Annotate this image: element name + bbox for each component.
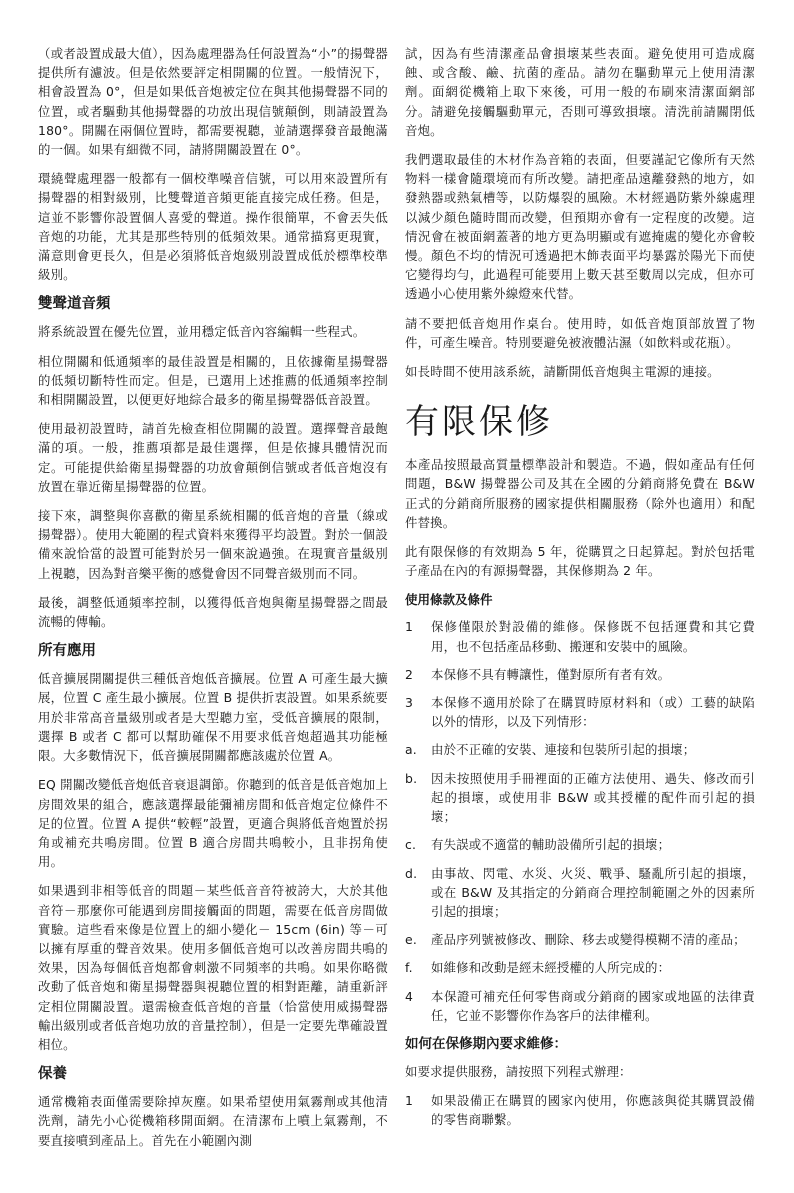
item-marker: f. bbox=[405, 960, 413, 976]
paragraph: 將系統設置在優先位置，並用穩定低音內容編輯一些程式。 bbox=[38, 324, 366, 340]
list-item bbox=[405, 864, 755, 922]
paragraph: 請不要把低音炮用作桌台。使用時，如低音炮頂部放置了物件，可產生噪音。特別要避免被液體沾濕（如飲料或花瓶）。 bbox=[405, 315, 755, 350]
paragraph: 低音擴展開關提供三種低音炮低音擴展。位置 A 可產生最大擴展，位置 C 產生最小擴展。位置 B 提供折衷設置。如果系統要用於非常高音量級別或者是大型聽力室，受低音擴展的限制，選擇 B 或者 C 都可以幫助確保不用要求低音炮超過其功能極限。大多數情況下，低音擴展開關都應該處於位置 A。 bbox=[38, 671, 388, 764]
item-text: 產品序列號被修改、刪除、移去或變得模糊不清的產品； bbox=[431, 932, 746, 948]
item-marker: 2 bbox=[405, 666, 414, 682]
item-marker: b. bbox=[405, 770, 418, 786]
item-text: 保修僅限於對設備的維修。保修既不包括運費和其它費用，也不包括產品移動、搬運和安裝中的風險。 bbox=[431, 619, 755, 654]
item-text: 本保修不具有轉讓性，僅對原所有者有效。 bbox=[431, 666, 671, 682]
right-column bbox=[405, 44, 755, 1139]
section-heading-stereo: 雙聲道音頻 bbox=[38, 296, 111, 313]
item-marker: 1 bbox=[405, 1093, 414, 1109]
item-text: 由事故、閃電、水災、火災、戰爭、騷亂所引起的損壞，或在 B&W 及其指定的分銷商合理控制範圍之外的因素所引起的損壞； bbox=[431, 865, 755, 919]
section-heading-all-applications: 所有應用 bbox=[38, 643, 96, 660]
paragraph: 使用最初設置時，請首先檢查相位開關的設置。選擇聲音最飽滿的項。一般，推薦項都是最佳選擇，但是依據具體情況而定。可能提供給衛星揚聲器的功放會顛倒信號或者低音炮沒有放置在靠近衛星揚聲器的位置。 bbox=[38, 421, 388, 494]
item-marker: a. bbox=[405, 742, 417, 758]
warranty-title: 有限保修 bbox=[405, 402, 553, 443]
list-item bbox=[405, 835, 755, 854]
paragraph: 最後，調整低通頻率控制，以獲得低音炮與衛星揚聲器之間最流暢的傳輸。 bbox=[38, 594, 388, 630]
list-item bbox=[405, 958, 755, 977]
paragraph: 環繞聲處理器一般都有一個校準噪音信號，可以用來設置所有揚聲器的相對級別，比雙聲道音頻更能直接完成任務。但是，這並不影響你設置個人喜愛的聲道。操作很簡單，不會丟失低音炮的功能，尤其是那些特別的低頻效果。通常描寫更現實，滿意則會更長久，但是必須將低音炮級別設置成低於標準校準級別。 bbox=[38, 171, 388, 283]
paragraph: 我們選取最佳的木材作為音箱的表面，但要謹記它像所有天然物料一樣會隨環境而有所改變。請把產品遠離發熱的地方，如發熱器或熱氣槽等，以防爆裂的風險。木材經過防紫外線處理以減少顏色隨時間而改變，但預期亦會有一定程度的改變。這情況會在被面網蓋著的地方更為明顯或有遮掩處的變化亦會較慢。顏色不均的情況可透過把木飾表面平均暴露於陽光下而使它變得均勻，此過程可能要用上數天甚至數周以完成，但亦可透過小心使用紫外線燈來代替。 bbox=[405, 152, 755, 302]
item-marker: 4 bbox=[405, 988, 414, 1004]
item-text: 如果設備正在購買的國家內使用，你應該與從其購買設備的零售商聯繫。 bbox=[431, 1093, 755, 1128]
item-text: 有失誤或不適當的輔助設備所引起的損壞； bbox=[431, 837, 671, 853]
paragraph: 此有限保修的有效期為 5 年，從購買之日起算起。對於包括電子產品在內的有源揚聲器，其保修期為 2 年。 bbox=[405, 544, 755, 579]
paragraph: 如長時間不使用該系統，請斷開低音炮與主電源的連接。 bbox=[405, 364, 720, 380]
paragraph: 如果遇到非相等低音的問題－某些低音音符被誇大，大於其他音符－那麼你可能遇到房間接觸面的問題，需要在低音房間做實驗。這些看來像是位置上的細小變化－ 15cm (6in) 等－可以擁有厚重的聲音效果。使用多個低音炮可以改善房間共鳴的效果，因為每個低音炮都會刺激不同頻率的共鳴。如果你略微改動了低音炮和衛星揚聲器與視聽位置的相對距離，請重新評定相位開關設置。還需檢查低音炮的音量（恰當使用威揚聲器輸出級別或者低音炮功放的音量控制），但是一定要先準確設置相位。 bbox=[38, 883, 388, 1052]
item-marker: 1 bbox=[405, 619, 414, 635]
list-item bbox=[405, 930, 755, 949]
list-item bbox=[405, 769, 755, 827]
section-heading-care: 保養 bbox=[38, 1066, 67, 1083]
paragraph: 接下來，調整與你喜歡的衛星系統相關的低音炮的音量（線或揚聲器）。使用大範圍的程式資料來獲得平均設置。對於一個設備來說恰當的設置可能對於另一個來說過強。在現實音量級別上視聽，因為對音樂平衡的感覺會因不同聲音級別而不同。 bbox=[38, 508, 388, 581]
item-marker: e. bbox=[405, 932, 417, 948]
terms-list bbox=[405, 617, 755, 1024]
left-column bbox=[38, 44, 388, 1160]
paragraph: （或者設置成最大值），因為處理器為任何設置為“小”的揚聲器提供所有濾波。但是依然要評定相開關的位置。一般情況下，相會設置為 0°，但是如果低音炮被定位在與其他揚聲器不同的位置，或者驅動其他揚聲器的功放出現信號顛倒，則請設置為 180°。開關在兩個位置時，都需要視聽，並請選擇發音最飽滿的一個。如果有細微不同，請將開關設置在 0°。 bbox=[38, 46, 388, 158]
paragraph: 本產品按照最高質量標準設計和製造。不過，假如產品有任何問題，B&W 揚聲器公司及其在全國的分銷商將免費在 B&W 正式的分銷商所服務的國家提供相關服務（除外也適用）和配件替換。 bbox=[405, 457, 755, 530]
item-text: 本保證可補充任何零售商或分銷商的國家或地區的法律責任，它並不影響你作為客戶的法律權利。 bbox=[431, 988, 755, 1023]
item-text: 如維修和改動是經未經授權的人所完成的： bbox=[431, 960, 671, 976]
item-text: 本保修不適用於除了在購買時原材料和（或）工藝的缺陷以外的情形，以及下列情形： bbox=[431, 695, 755, 730]
item-text: 由於不正確的安裝、連接和包裝所引起的損壞； bbox=[431, 742, 696, 758]
paragraph: 通常機箱表面僅需要除掉灰塵。如果希望使用氣霧劑或其他清洗劑，請先小心從機箱移開面網。在清潔布上噴上氣霧劑，不要直接噴到產品上。首先在小範圍內測 bbox=[38, 1094, 388, 1148]
list-item bbox=[405, 693, 755, 731]
item-marker: 3 bbox=[405, 695, 414, 711]
paragraph: EQ 開關改變低音炮低音衰退調節。你聽到的低音是低音炮加上房間效果的組合，應該選擇最能彌補房間和低音炮定位條件不足的位置。位置 A 提供“較輕”設置，更適合與將低音炮置於拐角或補充共鳴房間。位置 B 適合房間共鳴較小，且非拐角使用。 bbox=[38, 777, 388, 870]
how-to-claim-heading: 如何在保修期內要求維修： bbox=[405, 1035, 567, 1052]
item-text: 因未按照使用手冊裡面的正確方法使用、過失、修改而引起的損壞，或使用非 B&W 或其授權的配件而引起的損壞； bbox=[431, 770, 755, 825]
list-item bbox=[405, 740, 755, 759]
item-marker: c. bbox=[405, 837, 417, 853]
terms-heading: 使用條款及條件 bbox=[405, 592, 493, 608]
paragraph: 相位開關和低通頻率的最佳設置是相關的，且依據衛星揚聲器的低頻切斷特性而定。但是，已選用上述推薦的低通頻率控制和相開關設置，以便更好地綜合最多的衛星揚聲器低音設置。 bbox=[38, 353, 388, 408]
list-item bbox=[405, 1091, 755, 1129]
list-item bbox=[405, 987, 755, 1025]
steps-list bbox=[405, 1091, 755, 1129]
paragraph: 如要求提供服務，請按照下列程式辦理： bbox=[405, 1063, 632, 1079]
list-item bbox=[405, 665, 755, 684]
list-item bbox=[405, 617, 755, 655]
item-marker: d. bbox=[405, 865, 418, 881]
paragraph: 試，因為有些清潔產品會損壞某些表面。避免使用可造成腐蝕、或含酸、鹼、抗菌的產品。請勿在驅動單元上使用清潔劑。面網從機箱上取下來後，可用一般的布刷來清潔面網部分。請避免接觸驅動單元，否則可導致損壞。清洗前請關閉低音炮。 bbox=[405, 46, 755, 138]
